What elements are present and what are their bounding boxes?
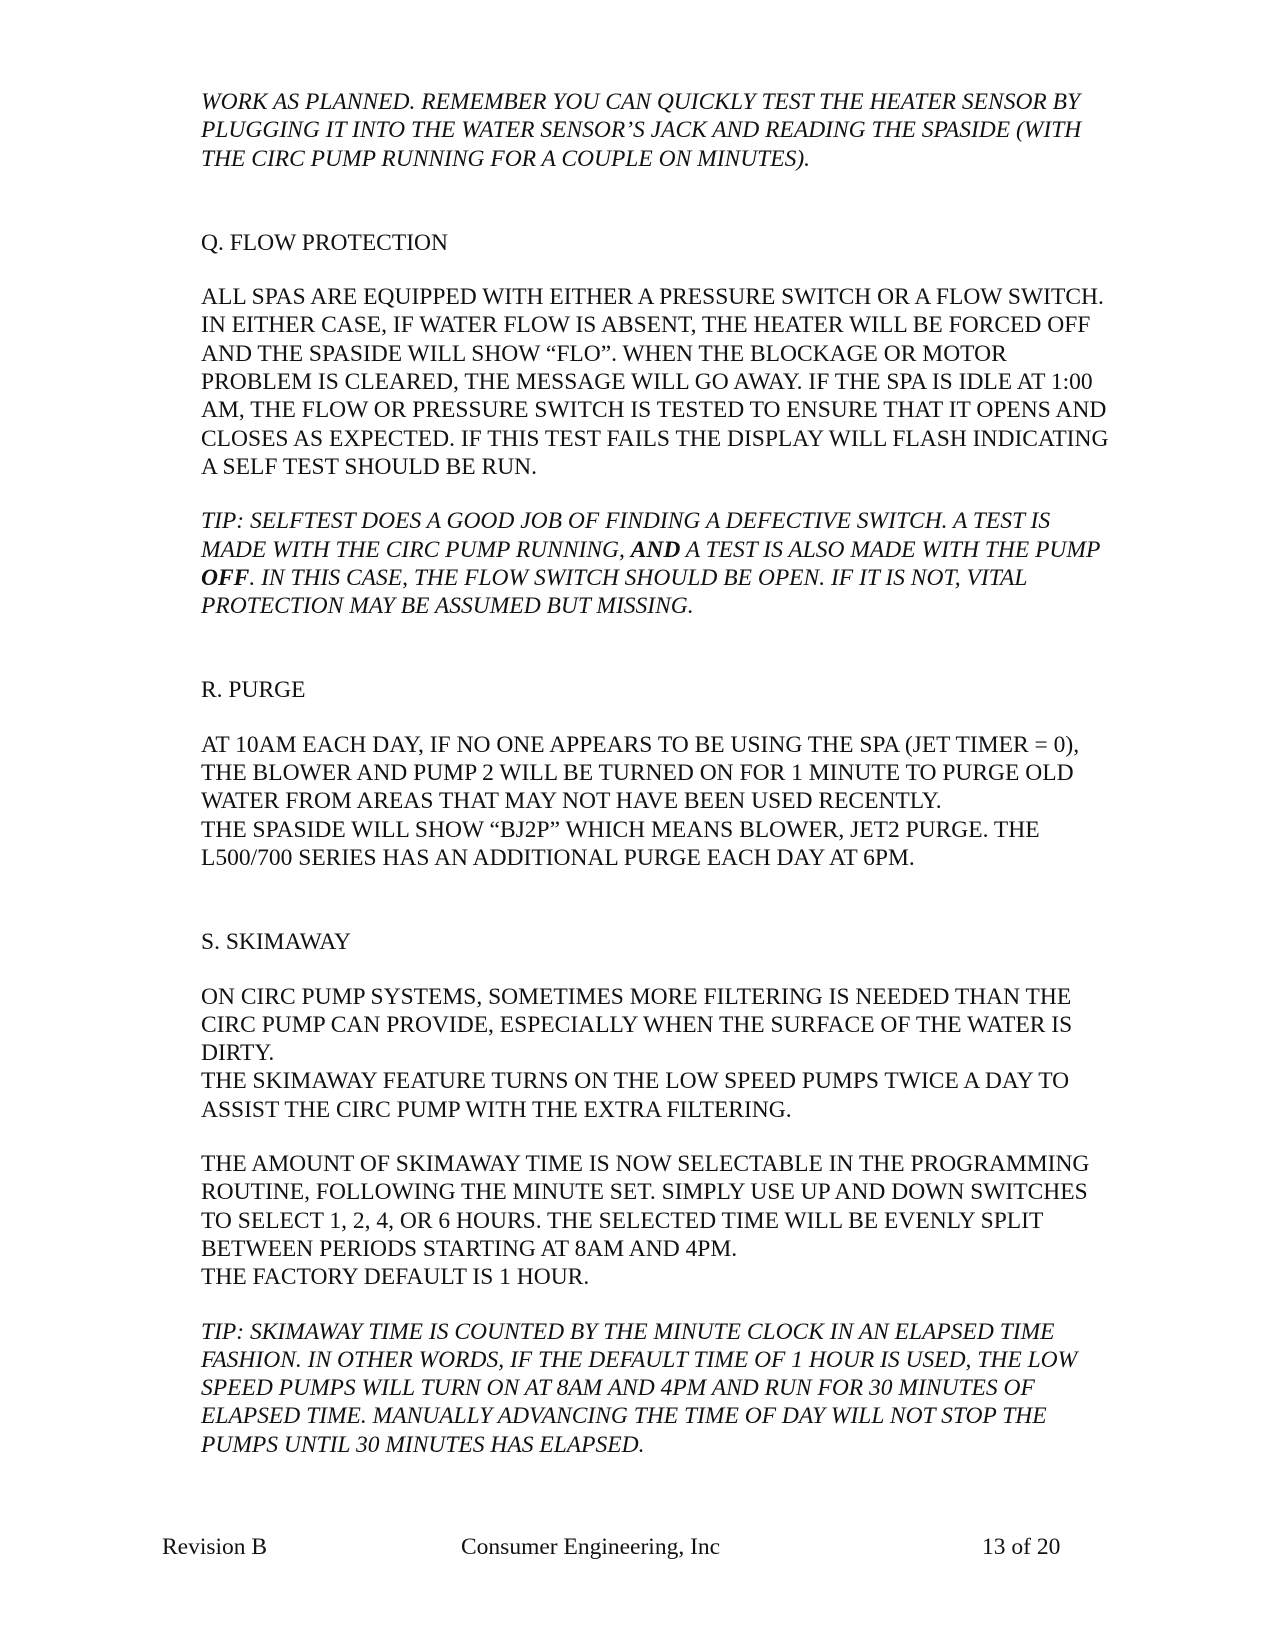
text-line: THE SKIMAWAY FEATURE TURNS ON THE LOW SPEED PUMPS TWICE A DAY TO — [201, 1068, 1070, 1095]
text-line: DIRTY. — [201, 1040, 275, 1067]
text-line: BETWEEN PERIODS STARTING AT 8AM AND 4PM. — [201, 1235, 738, 1262]
section-heading-skimaway: S. SKIMAWAY — [201, 929, 352, 956]
flow-protection-tip — [201, 507, 1191, 620]
footer-revision: Revision B — [162, 1534, 268, 1560]
text-line: TIP: SELFTEST DOES A GOOD JOB OF FINDING A DEFECTIVE SWITCH. A TEST IS — [201, 508, 1051, 535]
text-line: ROUTINE, FOLLOWING THE MINUTE SET. SIMPLY USE UP AND DOWN SWITCHES — [201, 1179, 1088, 1206]
section-heading-flow-protection: Q. FLOW PROTECTION — [201, 229, 448, 256]
text-run: . IN THIS CASE, THE FLOW SWITCH SHOULD BE OPEN. IF IT IS NOT, VITAL — [249, 564, 1028, 591]
skimaway-paragraph-1 — [201, 983, 1191, 1124]
text-line — [201, 564, 1191, 592]
text-line: SPEED PUMPS WILL TURN ON AT 8AM AND 4PM AND RUN FOR 30 MINUTES OF — [201, 1375, 1035, 1402]
section-heading-purge: R. PURGE — [201, 677, 306, 704]
skimaway-paragraph-2 — [201, 1150, 1191, 1291]
emphasis-and: AND — [630, 536, 681, 563]
text-line: CLOSES AS EXPECTED. IF THIS TEST FAILS THE DISPLAY WILL FLASH INDICATING — [201, 425, 1109, 452]
text-line: AT 10AM EACH DAY, IF NO ONE APPEARS TO BE USING THE SPA (JET TIMER = 0), — [201, 731, 1080, 758]
text-line: TIP: SKIMAWAY TIME IS COUNTED BY THE MINUTE CLOCK IN AN ELAPSED TIME — [201, 1318, 1055, 1345]
footer-page-number: 13 of 20 — [982, 1534, 1061, 1560]
text-line: ON CIRC PUMP SYSTEMS, SOMETIMES MORE FILTERING IS NEEDED THAN THE — [201, 983, 1072, 1010]
text-line: WATER FROM AREAS THAT MAY NOT HAVE BEEN USED RECENTLY. — [201, 788, 942, 815]
text-line: ALL SPAS ARE EQUIPPED WITH EITHER A PRESSURE SWITCH OR A FLOW SWITCH. — [201, 284, 1104, 311]
skimaway-tip — [201, 1318, 1191, 1459]
text-line: TO SELECT 1, 2, 4, OR 6 HOURS. THE SELECTED TIME WILL BE EVENLY SPLIT — [201, 1207, 1044, 1234]
text-line: THE CIRC PUMP RUNNING FOR A COUPLE ON MINUTES). — [201, 145, 811, 172]
purge-paragraph — [201, 731, 1191, 872]
page-content — [201, 88, 1191, 1459]
page-footer — [0, 1534, 1275, 1564]
text-run: A TEST IS ALSO MADE WITH THE PUMP — [680, 536, 1101, 563]
text-line: WORK AS PLANNED. REMEMBER YOU CAN QUICKLY TEST THE HEATER SENSOR BY — [201, 89, 1081, 115]
text-line: THE FACTORY DEFAULT IS 1 HOUR. — [201, 1264, 590, 1291]
emphasis-off: OFF — [201, 564, 250, 591]
text-line: A SELF TEST SHOULD BE RUN. — [201, 453, 538, 480]
text-line: PLUGGING IT INTO THE WATER SENSOR’S JACK AND READING THE SPASIDE (WITH — [201, 117, 1082, 144]
intro-paragraph — [201, 88, 1191, 173]
text-line: IN EITHER CASE, IF WATER FLOW IS ABSENT, THE HEATER WILL BE FORCED OFF — [201, 312, 1091, 339]
text-line: ASSIST THE CIRC PUMP WITH THE EXTRA FILTERING. — [201, 1096, 792, 1123]
text-line: PROBLEM IS CLEARED, THE MESSAGE WILL GO AWAY. IF THE SPA IS IDLE AT 1:00 — [201, 369, 1093, 396]
text-line: FASHION. IN OTHER WORDS, IF THE DEFAULT TIME OF 1 HOUR IS USED, THE LOW — [201, 1346, 1078, 1373]
text-line: AND THE SPASIDE WILL SHOW “FLO”. WHEN THE BLOCKAGE OR MOTOR — [201, 340, 1007, 367]
text-line: THE AMOUNT OF SKIMAWAY TIME IS NOW SELECTABLE IN THE PROGRAMMING — [201, 1151, 1090, 1178]
text-line: PUMPS UNTIL 30 MINUTES HAS ELAPSED. — [201, 1431, 645, 1458]
text-line: ELAPSED TIME. MANUALLY ADVANCING THE TIME OF DAY WILL NOT STOP THE — [201, 1403, 1047, 1430]
text-line: AM, THE FLOW OR PRESSURE SWITCH IS TESTED TO ENSURE THAT IT OPENS AND — [201, 397, 1107, 424]
text-line — [201, 536, 1191, 564]
text-line: THE BLOWER AND PUMP 2 WILL BE TURNED ON FOR 1 MINUTE TO PURGE OLD — [201, 760, 1074, 787]
text-line: PROTECTION MAY BE ASSUMED BUT MISSING. — [201, 593, 694, 620]
text-line: THE SPASIDE WILL SHOW “BJ2P” WHICH MEANS BLOWER, JET2 PURGE. THE — [201, 816, 1040, 843]
text-line: L500/700 SERIES HAS AN ADDITIONAL PURGE EACH DAY AT 6PM. — [201, 844, 915, 871]
flow-protection-paragraph — [201, 283, 1191, 481]
footer-company: Consumer Engineering, Inc — [461, 1534, 721, 1560]
text-line: CIRC PUMP CAN PROVIDE, ESPECIALLY WHEN THE SURFACE OF THE WATER IS — [201, 1011, 1073, 1038]
text-run: MADE WITH THE CIRC PUMP RUNNING, — [201, 536, 631, 563]
